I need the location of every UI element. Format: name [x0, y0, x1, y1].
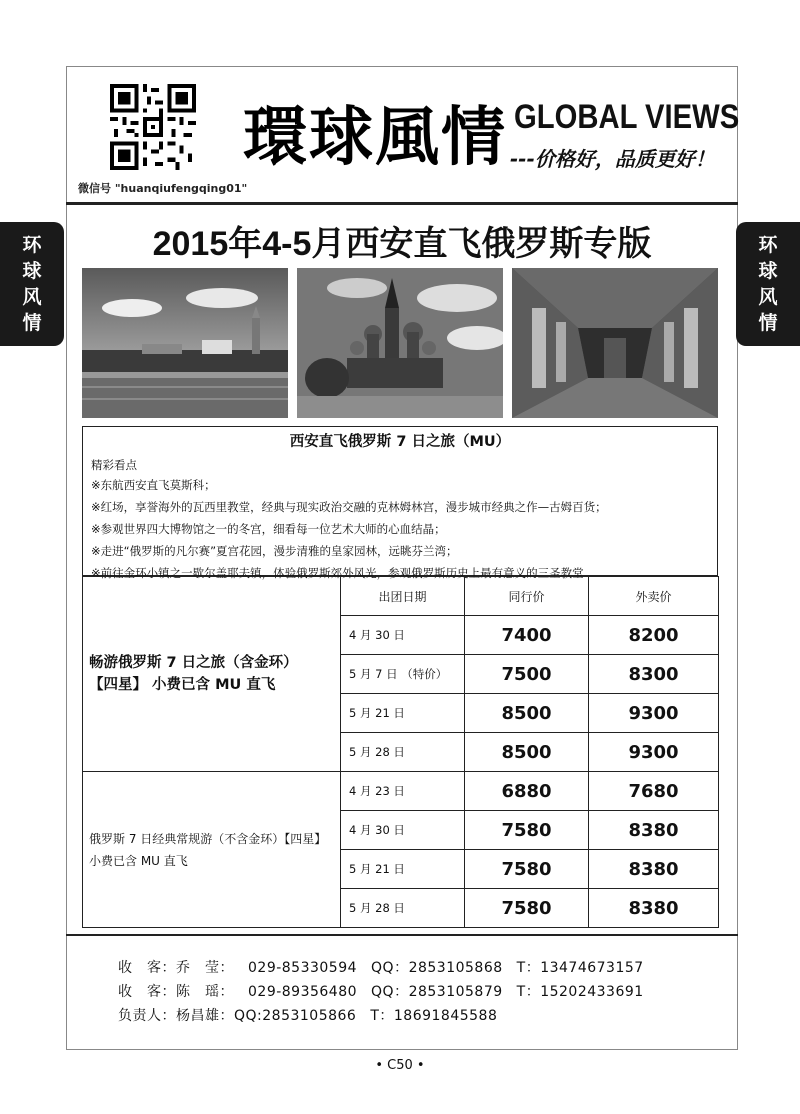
- contact-qq: QQ：2853105879: [371, 984, 503, 1000]
- contact-mobile: T：15202433691: [516, 984, 644, 1000]
- side-tab-char: 环: [22, 234, 42, 256]
- kremlin-riverside-photo: [82, 268, 288, 418]
- peer-price: 6880: [465, 772, 589, 811]
- highlight-item: ※东航西安直飞莫斯科；: [91, 478, 216, 492]
- hermitage-hall-photo: [512, 268, 718, 418]
- header-date: 出团日期: [341, 577, 465, 616]
- header-retail-price: 外卖价: [589, 577, 719, 616]
- retail-price: 8380: [589, 850, 719, 889]
- contact-phone: 029-89356480: [248, 984, 358, 1000]
- date-cell: 4 月 30 日: [341, 811, 465, 850]
- retail-price: 8380: [589, 811, 719, 850]
- contact-name: 杨昌雄：: [176, 1008, 234, 1024]
- product-cell: [83, 577, 341, 772]
- peer-price: 7580: [465, 889, 589, 928]
- footer-divider: [66, 934, 738, 936]
- page-number: • C50 •: [375, 1058, 425, 1073]
- peer-price: 7500: [465, 655, 589, 694]
- side-tab-char: 情: [758, 312, 778, 334]
- contact-role: 收 客：: [118, 960, 176, 976]
- contact-name: 陈 瑶：: [176, 984, 234, 1000]
- highlights-list: [91, 474, 607, 584]
- header-divider: [66, 202, 738, 205]
- contact-role: 负责人：: [118, 1008, 176, 1024]
- date-cell: 5 月 28 日: [341, 733, 465, 772]
- peer-price: 7580: [465, 850, 589, 889]
- brand-logo-cn: 環球風情: [243, 100, 507, 175]
- product-name: 畅游俄罗斯 7 日之旅（含金环）: [89, 655, 298, 671]
- contact-mobile: T：13474673157: [516, 960, 644, 976]
- side-tab-char: 风: [758, 286, 778, 308]
- product-cell: [83, 772, 341, 928]
- date-cell: 5 月 7 日 （特价）: [341, 655, 465, 694]
- tour-title: 西安直飞俄罗斯 7 日之旅（MU）: [289, 434, 511, 450]
- contact-row: [118, 980, 644, 1004]
- tour-info-box: [82, 426, 718, 580]
- highlights-label: 精彩看点: [91, 458, 137, 472]
- contact-mobile: T：18691845588: [370, 1008, 498, 1024]
- product-detail: 小费已含 MU 直飞: [89, 853, 188, 868]
- header-peer-price: 同行价: [465, 577, 589, 616]
- contact-name: 乔 莹：: [176, 960, 234, 976]
- peer-price: 8500: [465, 733, 589, 772]
- side-tab-char: 球: [22, 260, 42, 282]
- side-tab-left: [0, 222, 64, 346]
- st-basils-cathedral-photo: [297, 268, 503, 418]
- price-table: [82, 576, 719, 928]
- contact-phone: 029-85330594: [248, 960, 358, 976]
- product-detail: 【四星】 小费已含 MU 直飞: [89, 677, 276, 693]
- retail-price: 8300: [589, 655, 719, 694]
- slogan: ---价格好，品质更好！: [510, 147, 715, 171]
- retail-price: 8380: [589, 889, 719, 928]
- contact-row: [118, 1004, 644, 1028]
- date-cell: 4 月 23 日: [341, 772, 465, 811]
- contact-qq: QQ:2853105866: [234, 1008, 357, 1024]
- retail-price: 9300: [589, 733, 719, 772]
- contact-qq: QQ：2853105868: [371, 960, 503, 976]
- retail-price: 7680: [589, 772, 719, 811]
- retail-price: 8200: [589, 616, 719, 655]
- retail-price: 9300: [589, 694, 719, 733]
- side-tab-right: [736, 222, 800, 346]
- brand-logo-en: GLOBAL VIEWS: [514, 98, 740, 136]
- wechat-caption: 微信号 "huanqiufengqing01": [78, 182, 248, 195]
- product-name: 俄罗斯 7 日经典常规游（不含金环）【四星】: [89, 831, 327, 846]
- qr-code-icon: [110, 84, 196, 170]
- highlight-item: ※前往金环小镇之一歇尔盖耶夫镇，体验俄罗斯郊外风光，参观俄罗斯历史上最有意义的三圣教堂: [91, 566, 584, 580]
- page-title: 2015年4-5月西安直飞俄罗斯专版: [152, 225, 652, 263]
- peer-price: 7580: [465, 811, 589, 850]
- date-cell: 5 月 21 日: [341, 850, 465, 889]
- highlight-item: ※红场，享誉海外的瓦西里教堂，经典与现实政治交融的克林姆林宫，漫步城市经典之作—古姆百货；: [91, 500, 607, 514]
- side-tab-char: 风: [22, 286, 42, 308]
- side-tab-char: 情: [22, 312, 42, 334]
- peer-price: 8500: [465, 694, 589, 733]
- contact-role: 收 客：: [118, 984, 176, 1000]
- date-cell: 5 月 21 日: [341, 694, 465, 733]
- peer-price: 7400: [465, 616, 589, 655]
- highlight-item: ※参观世界四大博物馆之一的冬宫，细看每一位艺术大师的心血结晶；: [91, 522, 446, 536]
- date-cell: 4 月 30 日: [341, 616, 465, 655]
- table-row: [83, 772, 719, 811]
- date-cell: 5 月 28 日: [341, 889, 465, 928]
- highlight-item: ※走进“俄罗斯的凡尔赛”夏宫花园，漫步清雅的皇家园林，远眺芬兰湾；: [91, 544, 458, 558]
- side-tab-char: 环: [758, 234, 778, 256]
- contact-row: [118, 956, 644, 980]
- side-tab-char: 球: [758, 260, 778, 282]
- contact-list: [118, 956, 644, 1028]
